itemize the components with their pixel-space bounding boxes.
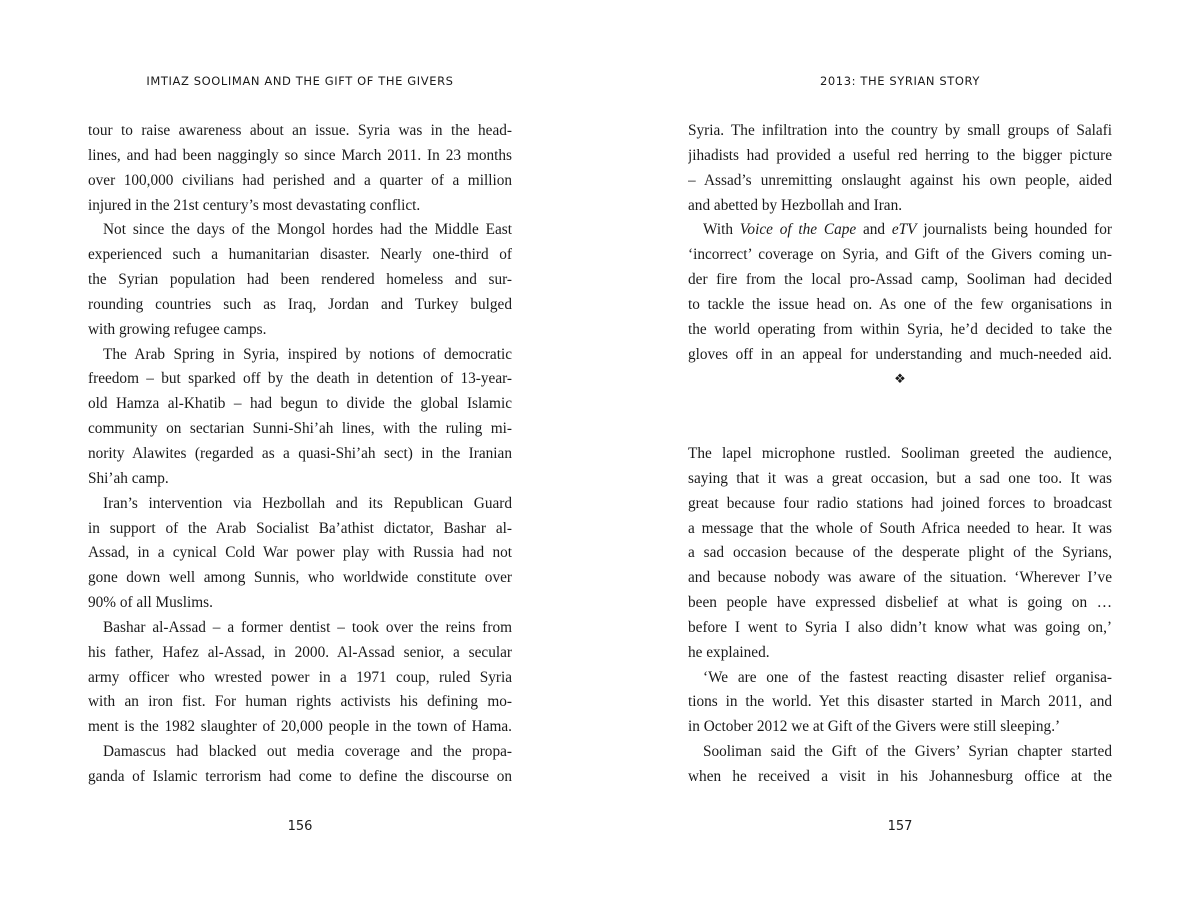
body-text xyxy=(88,119,512,790)
text-line: gone down well among Sunnis, who worldwide constitute over xyxy=(88,569,512,587)
text-line: when he received a visit in his Johannesburg office at the xyxy=(688,767,1112,785)
text-line: experienced such a humanitarian disaster. Nearly one-third of xyxy=(88,246,512,264)
text-line: Bashar al-Assad – a former dentist – took over the reins from xyxy=(103,618,512,636)
text-line: saying that it was a great occasion, but a sad one too. It was xyxy=(688,469,1112,487)
text-lines xyxy=(688,119,1112,218)
text-line: with growing refugee camps. xyxy=(88,320,267,338)
text-segment: With xyxy=(703,221,740,239)
text-line: Iran’s intervention via Hezbollah and its Republican Guard xyxy=(103,494,512,512)
text-line: The lapel microphone rustled. Sooliman greeted the audience, xyxy=(688,444,1112,462)
text-line: jihadists had provided a useful red herring to the bigger picture xyxy=(688,146,1112,164)
text-line: ment is the 1982 slaughter of 20,000 people in the town of Hama. xyxy=(88,718,512,736)
text-line: lines, and had been naggingly so since March 2011. In 23 months xyxy=(88,146,512,164)
running-head: IMTIAZ SOOLIMAN AND THE GIFT OF THE GIVERS xyxy=(146,74,454,88)
text-line: with an iron fist. For human rights activists his defining mo- xyxy=(88,693,512,711)
text-line: The Arab Spring in Syria, inspired by notions of democratic xyxy=(103,345,512,363)
text-line: Sooliman said the Gift of the Givers’ Syrian chapter started xyxy=(703,743,1112,761)
text-line: – Assad’s unremitting onslaught against his own people, aided xyxy=(688,171,1112,189)
text-line: Damascus had blacked out media coverage and the propa- xyxy=(103,743,512,761)
text-segment: and xyxy=(856,221,892,239)
text-line: great because four radio stations had joined forces to broadcast xyxy=(688,494,1112,512)
text-line: freedom – but sparked off by the death in detention of 13-year- xyxy=(88,370,512,388)
text-line: ‘incorrect’ coverage on Syria, and Gift of the Givers coming un- xyxy=(688,246,1112,264)
text-line: ganda of Islamic terrorism had come to define the discourse on xyxy=(88,767,512,785)
section-break-ornament-icon: ❖ xyxy=(894,371,906,387)
text-line: army officer who wrested power in a 1971 coup, ruled Syria xyxy=(88,668,512,686)
page-number: 157 xyxy=(887,819,913,834)
text-line: Syria. The infiltration into the country by small groups of Salafi xyxy=(688,122,1112,139)
text-line: Not since the days of the Mongol hordes had the Middle East xyxy=(103,221,512,239)
text-line: he explained. xyxy=(688,643,770,661)
text-line: to tackle the issue head on. As one of the few organisations in xyxy=(688,295,1112,313)
text-line: over 100,000 civilians had perished and a quarter of a million xyxy=(88,171,512,189)
body-text xyxy=(688,119,1112,790)
right-page xyxy=(600,0,1200,917)
text-segment: journalists being hounded for xyxy=(916,221,1112,239)
text-line: a sad occasion because of the desperate plight of the Syrians, xyxy=(688,544,1112,562)
text-line: been people have expressed disbelief at what is going on … xyxy=(688,594,1112,612)
text-line: the Syrian population had been rendered homeless and sur- xyxy=(88,271,512,289)
text-line: his father, Hafez al-Assad, in 2000. Al-Assad senior, a secular xyxy=(88,643,512,661)
text-line: rounding countries such as Iraq, Jordan and Turkey bulged xyxy=(88,295,512,313)
text-line: nority Alawites (regarded as a quasi-Shi’ah sect) in the Iranian xyxy=(88,444,512,462)
text-line: 90% of all Muslims. xyxy=(88,594,213,612)
text-line: tour to raise awareness about an issue. Syria was in the head- xyxy=(88,122,512,139)
text-line: gloves off in an appeal for understanding and much-needed aid. xyxy=(688,345,1112,363)
text-line xyxy=(688,218,1112,243)
text-line: injured in the 21st century’s most devastating conflict. xyxy=(88,196,421,214)
text-line: a message that the whole of South Africa needed to hear. It was xyxy=(688,519,1112,537)
text-line: old Hamza al-Khatib – had begun to divide the global Islamic xyxy=(88,395,512,413)
publication-title: eTV xyxy=(891,221,917,239)
text-line: before I went to Syria I also didn’t know what was going on,’ xyxy=(688,618,1112,636)
text-line: in October 2012 we at Gift of the Givers were still sleeping.’ xyxy=(688,718,1061,736)
text-line: community on sectarian Sunni-Shi’ah lines, with the ruling mi- xyxy=(88,420,512,438)
text-line: in support of the Arab Socialist Ba’athist dictator, Bashar al- xyxy=(88,519,512,537)
text-line: Shi’ah camp. xyxy=(88,469,169,487)
text-lines xyxy=(688,442,1112,790)
text-lines xyxy=(88,119,512,790)
text-lines xyxy=(688,243,1112,367)
running-head: 2013: THE SYRIAN STORY xyxy=(819,74,981,88)
text-line: and abetted by Hezbollah and Iran. xyxy=(688,196,903,214)
text-line: tions in the world. Yet this disaster started in March 2011, and xyxy=(688,693,1112,711)
text-line: der fire from the local pro-Assad camp, Sooliman had decided xyxy=(688,271,1112,289)
text-line: and because nobody was aware of the situation. ‘Wherever I’ve xyxy=(688,569,1112,587)
text-line: Assad, in a cynical Cold War power play with Russia had not xyxy=(88,544,512,562)
page-number: 156 xyxy=(287,819,313,834)
text-line: ‘We are one of the fastest reacting disaster relief organisa- xyxy=(703,668,1112,686)
text-line: the world operating from within Syria, he’d decided to take the xyxy=(688,320,1112,338)
publication-title: Voice of the Cape xyxy=(739,221,857,239)
section-gap xyxy=(688,392,1112,442)
